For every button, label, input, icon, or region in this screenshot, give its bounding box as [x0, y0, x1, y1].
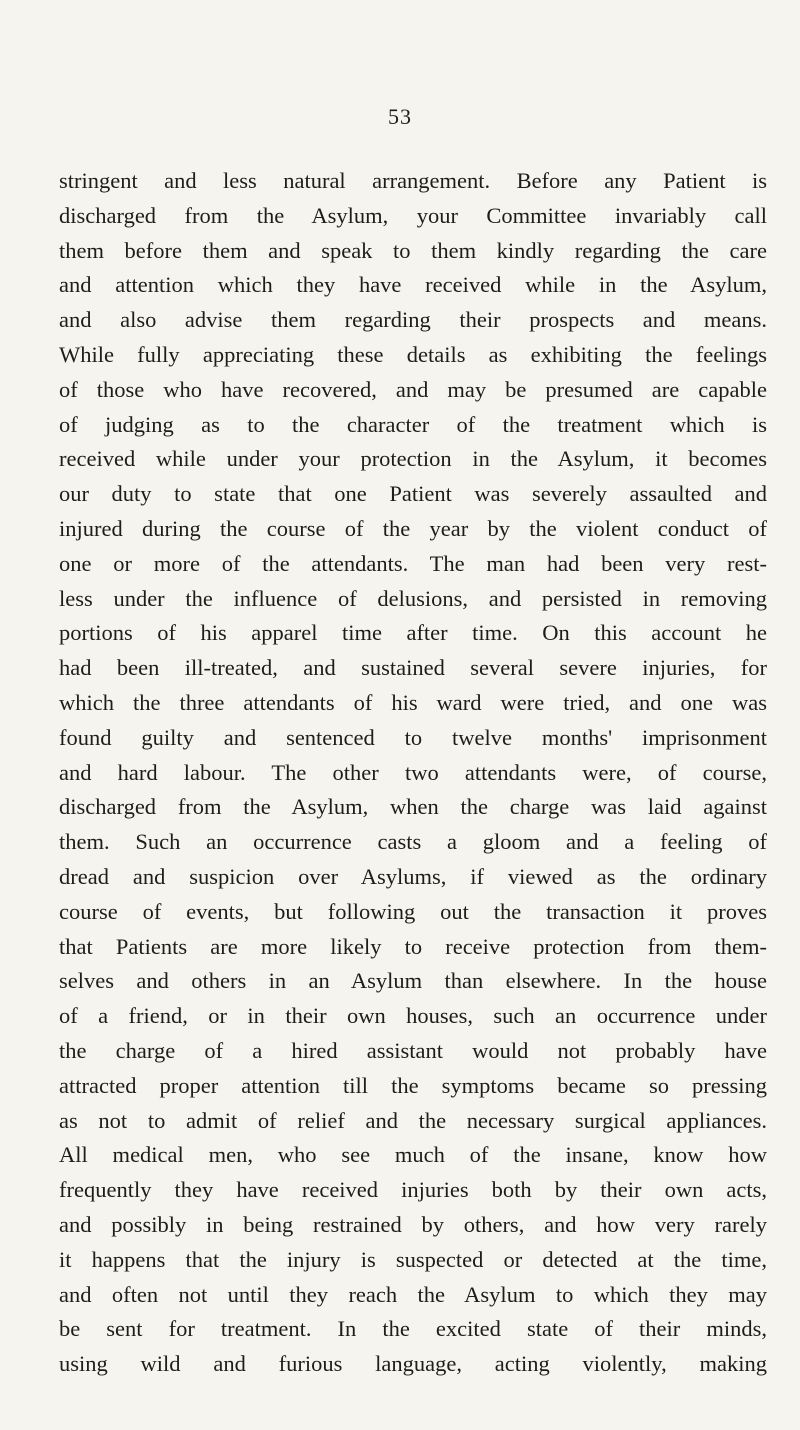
- text-line: which the three attendants of his ward were tried, and one was: [59, 689, 767, 715]
- text-line: frequently they have received injuries both by their own acts,: [59, 1177, 767, 1203]
- text-line: injured during the course of the year by the violent conduct of: [59, 515, 767, 541]
- text-line: selves and others in an Asylum than elsewhere. In the house: [59, 968, 767, 994]
- text-line: discharged from the Asylum, when the charge was laid against: [59, 794, 767, 820]
- text-line: and also advise them regarding their prospects and means.: [59, 307, 767, 333]
- text-line: one or more of the attendants. The man had been very rest-: [59, 550, 767, 576]
- text-line: and hard labour. The other two attendants were, of course,: [59, 759, 767, 785]
- text-line: using wild and furious language, acting violently, making: [59, 1351, 767, 1377]
- text-line: be sent for treatment. In the excited state of their minds,: [59, 1316, 767, 1342]
- text-line: had been ill-treated, and sustained several severe injuries, for: [59, 655, 767, 681]
- text-line: and attention which they have received while in the Asylum,: [59, 272, 767, 298]
- text-line: found guilty and sentenced to twelve months' imprisonment: [59, 724, 767, 750]
- text-line: and possibly in being restrained by others, and how very rarely: [59, 1211, 767, 1237]
- text-line: them before them and speak to them kindly regarding the care: [59, 237, 767, 263]
- text-line: and often not until they reach the Asylum to which they may: [59, 1281, 767, 1307]
- body-text: [59, 164, 767, 1382]
- text-line: them. Such an occurrence casts a gloom and a feeling of: [59, 829, 767, 855]
- text-line: course of events, but following out the transaction it proves: [59, 898, 767, 924]
- text-line: the charge of a hired assistant would not probably have: [59, 1037, 767, 1063]
- page-number: 53: [388, 104, 412, 129]
- text-line: While fully appreciating these details as exhibiting the feelings: [59, 341, 767, 367]
- text-line: All medical men, who see much of the insane, know how: [59, 1142, 767, 1168]
- text-line: of judging as to the character of the treatment which is: [59, 411, 767, 437]
- text-line: less under the influence of delusions, and persisted in removing: [59, 585, 767, 611]
- text-line: received while under your protection in the Asylum, it becomes: [59, 446, 767, 472]
- text-line: that Patients are more likely to receive protection from them-: [59, 933, 767, 959]
- text-line: as not to admit of relief and the necessary surgical appliances.: [59, 1107, 767, 1133]
- text-line: our duty to state that one Patient was severely assaulted and: [59, 481, 767, 507]
- text-line: of those who have recovered, and may be presumed are capable: [59, 376, 767, 402]
- text-line: of a friend, or in their own houses, such an occurrence under: [59, 1003, 767, 1029]
- text-line: discharged from the Asylum, your Committee invariably call: [59, 202, 767, 228]
- text-line: stringent and less natural arrangement. Before any Patient is: [59, 168, 767, 193]
- text-line: portions of his apparel time after time. On this account he: [59, 620, 767, 646]
- text-line: it happens that the injury is suspected or detected at the time,: [59, 1246, 767, 1272]
- text-line: attracted proper attention till the symptoms became so pressing: [59, 1072, 767, 1098]
- text-line: dread and suspicion over Asylums, if viewed as the ordinary: [59, 863, 767, 889]
